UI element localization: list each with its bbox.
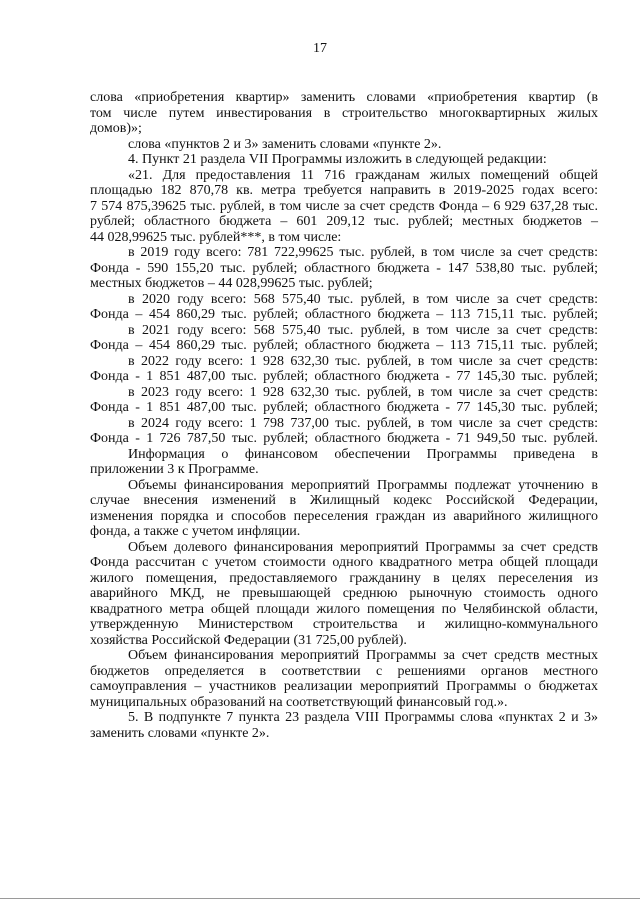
text-line: Фонда - 1 726 787,50 тыс. рублей; областного бюджета - 71 949,50 тыс. рублей. [90,431,598,446]
text-line: 4. Пункт 21 раздела VII Программы изложить в следующей редакции: [128,152,547,167]
text-line: Объем долевого финансирования мероприятий Программы за счет средств [128,539,598,555]
text-line: в 2024 году всего: 1 798 737,00 тыс. рублей, в том числе за счет средств: [128,415,598,431]
text-line: 44 028,99625 тыс. рублей***, в том числе: [90,229,342,245]
text-line: Фонда – 454 860,29 тыс. рублей; областного бюджета – 113 715,11 тыс. рублей; [90,307,598,322]
text-line: домов)»; [90,121,142,136]
text-line: Фонда - 1 851 487,00 тыс. рублей; областного бюджета - 77 145,30 тыс. рублей; [90,400,598,415]
text-line: муниципальных образований на соответствующий финансовый год.». [90,694,508,710]
text-line: приложении 3 к Программе. [90,462,259,477]
text-line: самоуправления – участников реализации мероприятий Программы о бюджетах [90,679,598,694]
text-line: том числе путем инвестирования в строительство многоквартирных жилых [90,105,598,121]
text-line: рублей; областного бюджета – 601 209,12 тыс. рублей; местных бюджетов – [90,214,598,229]
text-line: Объемы финансирования мероприятий Программы подлежат уточнению в [128,477,598,493]
text-line: 5. В подпункте 7 пункта 23 раздела VIII Программы слова «пунктах 2 и 3» [128,710,598,725]
document-body [90,90,598,741]
text-line: квадратного метра общей площади жилого помещения по Челябинской области, [90,601,598,617]
page-number: 17 [313,41,327,56]
text-line: аварийного МКД, не превышающей среднюю рыночную стоимость одного [90,586,598,601]
text-line: Фонда – 454 860,29 тыс. рублей; областного бюджета – 113 715,11 тыс. рублей; [90,338,598,353]
text-line: местных бюджетов – 44 028,99625 тыс. рублей; [90,276,373,291]
text-line: в 2020 году всего: 568 575,40 тыс. рублей, в том числе за счет средств: [128,291,598,307]
text-line: слова «приобретения квартир» заменить словами «приобретения квартир (в [90,90,598,105]
text-line: 7 574 875,39625 тыс. рублей, в том числе за счет средств Фонда – 6 929 637,28 тыс. [90,198,598,214]
text-line: случае внесения изменений в Жилищный кодекс Российской Федерации, [90,493,598,508]
text-line: заменить словами «пункте 2». [90,725,270,741]
bottom-rule [0,898,640,899]
text-line: изменения порядка и способов переселения граждан из аварийного жилищного [90,508,598,524]
text-line: слова «пунктов 2 и 3» заменить словами «пункте 2». [128,136,442,152]
text-line: площадью 182 870,78 кв. метра требуется направить в 2019-2025 годах всего: [90,183,598,198]
text-line: Информация о финансовом обеспечении Программы приведена в [128,446,598,462]
text-line: бюджетов определяется в соответствии с решениями органов местного [90,663,598,679]
text-line: в 2021 году всего: 568 575,40 тыс. рублей, в том числе за счет средств: [128,322,598,338]
text-line: утвержденную Министерством строительства и жилищно-коммунального [90,617,598,632]
text-line: Фонда - 590 155,20 тыс. рублей; областного бюджета - 147 538,80 тыс. рублей; [90,260,598,276]
text-line: в 2022 году всего: 1 928 632,30 тыс. рублей, в том числе за счет средств: [128,353,598,369]
text-line: хозяйства Российской Федерации (31 725,00 рублей). [90,632,407,648]
text-line: Объем финансирования мероприятий Программы за счет средств местных [128,648,598,663]
text-line: в 2023 году всего: 1 928 632,30 тыс. рублей, в том числе за счет средств: [128,384,598,400]
text-line: Фонда рассчитан с учетом стоимости одного квадратного метра общей площади [90,555,598,570]
text-line: жилого помещения, предоставляемого гражданину в целях переселения из [90,570,598,586]
text-line: в 2019 году всего: 781 722,99625 тыс. рублей, в том числе за счет средств: [128,245,598,260]
text-line: «21. Для предоставления 11 716 гражданам жилых помещений общей [128,167,598,183]
text-line: Фонда - 1 851 487,00 тыс. рублей; областного бюджета - 77 145,30 тыс. рублей; [90,369,598,384]
text-line: фонда, а также с учетом инфляции. [90,524,301,539]
